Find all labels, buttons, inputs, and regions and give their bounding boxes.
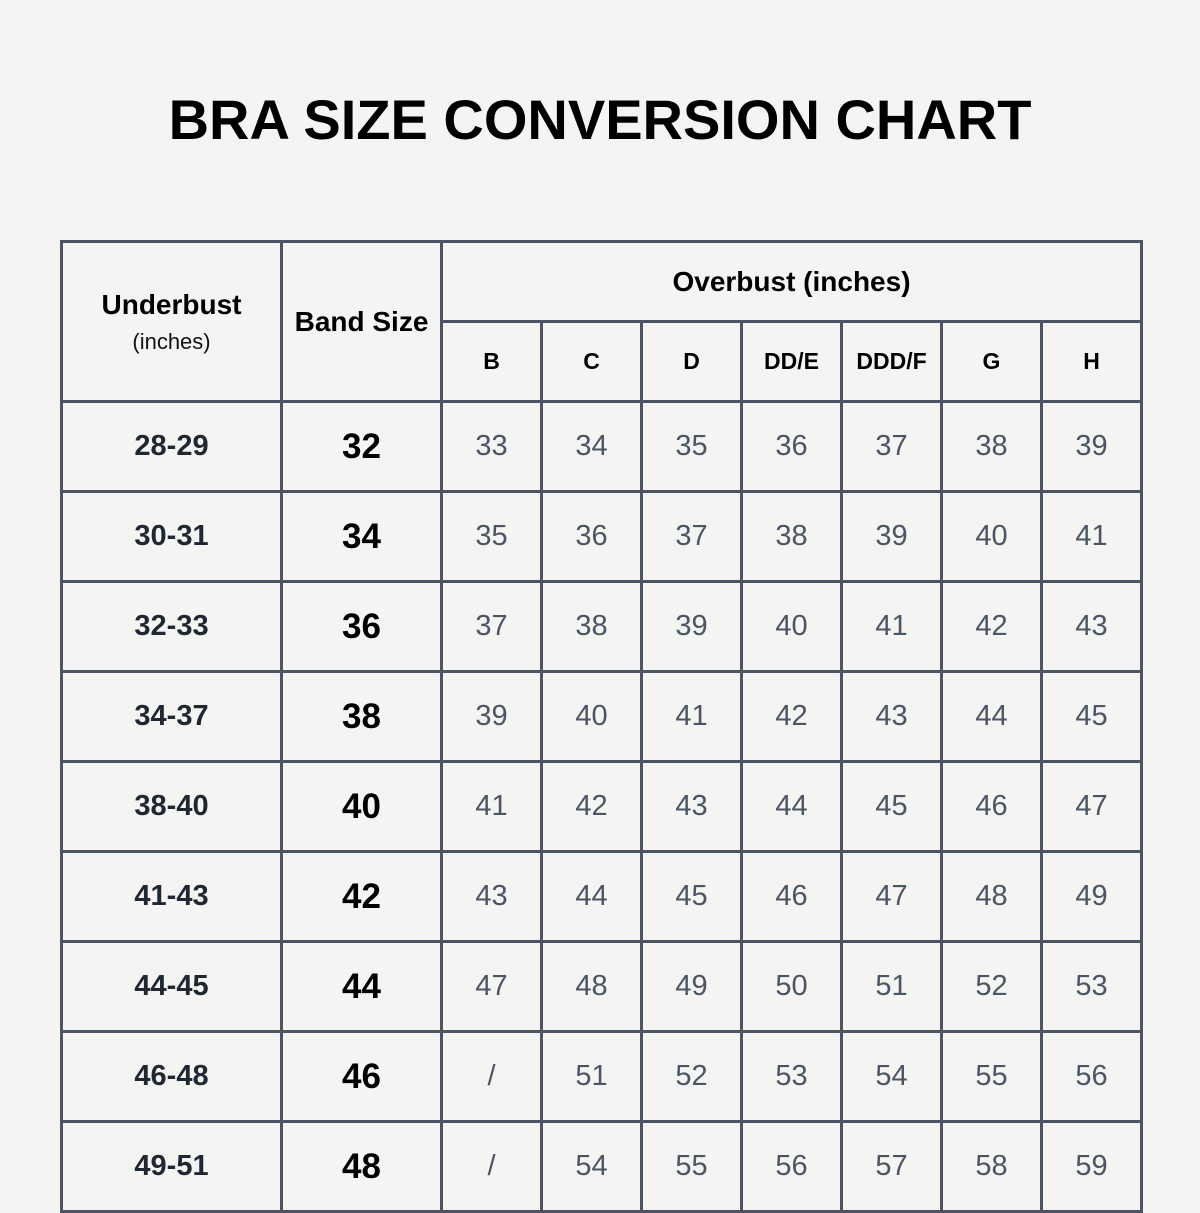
overbust-cell: 50 [742,942,842,1032]
overbust-cell: 41 [642,672,742,762]
overbust-cell: 58 [942,1122,1042,1212]
band-size-cell: 32 [282,402,442,492]
overbust-cell: 39 [642,582,742,672]
cup-header: DDD/F [842,322,942,402]
table-row [62,402,1142,492]
underbust-header [62,242,282,402]
overbust-cell: 45 [842,762,942,852]
page-title: BRA SIZE CONVERSION CHART [168,88,1032,151]
cup-header: DD/E [742,322,842,402]
overbust-cell: 37 [442,582,542,672]
band-size-cell: 38 [282,672,442,762]
overbust-cell: 48 [942,852,1042,942]
overbust-cell: 43 [442,852,542,942]
overbust-cell: 43 [642,762,742,852]
band-size-cell: 46 [282,1032,442,1122]
overbust-cell: 35 [642,402,742,492]
underbust-cell: 32-33 [62,582,282,672]
cup-header: G [942,322,1042,402]
table-row [62,1032,1142,1122]
overbust-cell: 39 [1042,402,1142,492]
overbust-cell: 37 [842,402,942,492]
overbust-cell: 38 [542,582,642,672]
overbust-cell: 41 [442,762,542,852]
overbust-cell: 49 [642,942,742,1032]
overbust-cell: / [442,1032,542,1122]
underbust-cell: 49-51 [62,1122,282,1212]
overbust-cell: 51 [842,942,942,1032]
overbust-cell: 43 [842,672,942,762]
overbust-cell: 44 [542,852,642,942]
underbust-cell: 30-31 [62,492,282,582]
overbust-cell: 55 [942,1032,1042,1122]
overbust-cell: 36 [742,402,842,492]
overbust-cell: 56 [742,1122,842,1212]
table-row [62,492,1142,582]
overbust-cell: 52 [942,942,1042,1032]
overbust-cell: 37 [642,492,742,582]
underbust-header-unit: (inches) [132,328,211,354]
overbust-cell: 40 [942,492,1042,582]
table-row [62,942,1142,1032]
overbust-cell: 56 [1042,1032,1142,1122]
table-row [62,852,1142,942]
underbust-cell: 28-29 [62,402,282,492]
band-size-cell: 44 [282,942,442,1032]
table-row [62,762,1142,852]
underbust-cell: 38-40 [62,762,282,852]
overbust-cell: 53 [1042,942,1142,1032]
overbust-cell: 46 [942,762,1042,852]
overbust-cell: 47 [442,942,542,1032]
cup-header: H [1042,322,1142,402]
overbust-cell: 42 [742,672,842,762]
overbust-cell: 38 [942,402,1042,492]
underbust-header-label: Underbust [101,288,242,320]
overbust-cell: 34 [542,402,642,492]
overbust-cell: 39 [442,672,542,762]
overbust-cell: 45 [642,852,742,942]
band-size-header: Band Size [282,242,442,402]
overbust-cell: 38 [742,492,842,582]
overbust-cell: 42 [942,582,1042,672]
overbust-cell: 54 [542,1122,642,1212]
overbust-cell: 33 [442,402,542,492]
overbust-cell: 39 [842,492,942,582]
cup-header: C [542,322,642,402]
overbust-cell: / [442,1122,542,1212]
overbust-cell: 51 [542,1032,642,1122]
overbust-cell: 46 [742,852,842,942]
underbust-cell: 41-43 [62,852,282,942]
table-row [62,1122,1142,1212]
overbust-cell: 41 [1042,492,1142,582]
band-size-cell: 40 [282,762,442,852]
band-size-cell: 42 [282,852,442,942]
band-size-cell: 34 [282,492,442,582]
overbust-cell: 41 [842,582,942,672]
table-row [62,672,1142,762]
overbust-cell: 57 [842,1122,942,1212]
band-size-cell: 48 [282,1122,442,1212]
size-table [60,240,1143,1213]
overbust-cell: 43 [1042,582,1142,672]
cup-header: B [442,322,542,402]
overbust-cell: 53 [742,1032,842,1122]
overbust-cell: 47 [1042,762,1142,852]
overbust-cell: 40 [742,582,842,672]
overbust-cell: 44 [742,762,842,852]
overbust-cell: 55 [642,1122,742,1212]
overbust-cell: 45 [1042,672,1142,762]
overbust-header: Overbust (inches) [442,242,1142,322]
overbust-cell: 49 [1042,852,1142,942]
overbust-cell: 36 [542,492,642,582]
underbust-cell: 46-48 [62,1032,282,1122]
table-row [62,582,1142,672]
overbust-cell: 48 [542,942,642,1032]
overbust-cell: 52 [642,1032,742,1122]
overbust-cell: 40 [542,672,642,762]
overbust-cell: 59 [1042,1122,1142,1212]
overbust-cell: 54 [842,1032,942,1122]
band-size-cell: 36 [282,582,442,672]
underbust-cell: 34-37 [62,672,282,762]
overbust-cell: 42 [542,762,642,852]
cup-header: D [642,322,742,402]
underbust-cell: 44-45 [62,942,282,1032]
overbust-cell: 44 [942,672,1042,762]
overbust-cell: 35 [442,492,542,582]
overbust-cell: 47 [842,852,942,942]
